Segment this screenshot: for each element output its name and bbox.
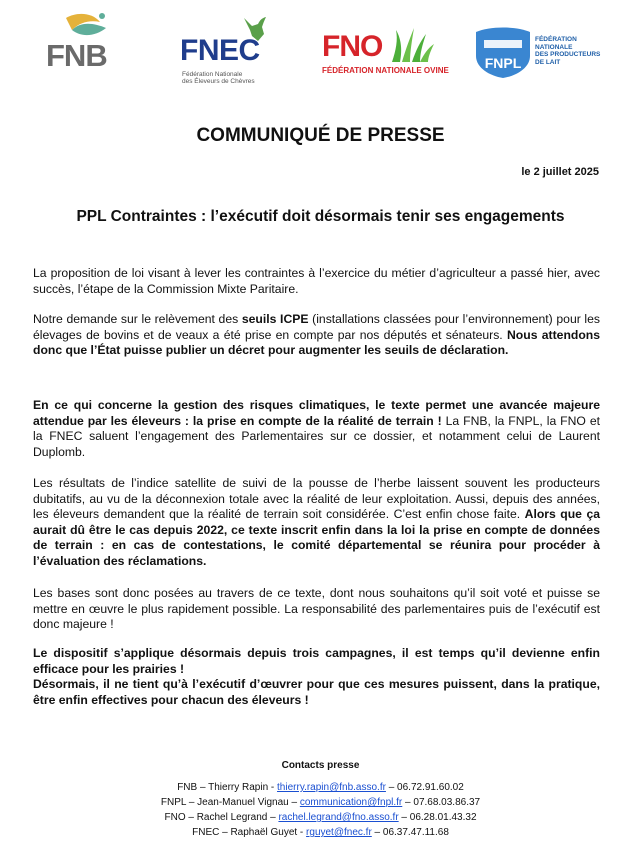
contact-line-fno: FNO – Rachel Legrand – rachel.legrand@fno.asso.fr – 06.28.01.43.32 [164,812,477,823]
fnb-logo-text: FNB [46,38,107,73]
paragraph-3: En ce qui concerne la gestion des risques climatiques, le texte permet une avancée majeure attendue par les éleveurs : la prise en compte de la réalité de terrain ! La FNB, la FNPL, la FNO et la FNEC saluent l’engagement des Parlementaires sur ce dossier, et notamment celui de Laurent Duplomb. [33,398,600,459]
fnb-bird-icon [62,10,110,40]
fnec-logo-text: FNEC [180,34,260,67]
paragraph-1: La proposition de loi visant à lever les contraintes à l’exercice du métier d’agriculteur a passé hier, avec succès, l’étape de la Commission Mixte Paritaire. [33,266,600,296]
email-link-fnb[interactable]: thierry.rapin@fnb.asso.fr [277,782,386,793]
contact-line-fnpl: FNPL – Jean-Manuel Vignau – communication@fnpl.fr – 07.68.03.86.37 [160,797,481,808]
contact-line-fnb: FNB – Thierry Rapin - thierry.rapin@fnb.asso.fr – 06.72.91.60.02 [177,782,464,793]
fnec-logo [180,16,270,85]
release-date: le 2 juillet 2025 [521,166,599,178]
fno-logo-subtitle: FÉDÉRATION NATIONALE OVINE [322,66,449,75]
email-link-fno[interactable]: rachel.legrand@fno.asso.fr [278,812,399,823]
fnpl-shield-icon [472,26,534,78]
contact-line-fnec: FNEC – Raphaël Guyet - rguyet@fnec.fr – 06.37.47.11.68 [192,827,449,838]
fno-logo [322,26,449,86]
document-title: COMMUNIQUÉ DE PRESSE [196,125,445,146]
email-link-fnec[interactable]: rguyet@fnec.fr [306,827,372,838]
paragraph-5: Les bases sont donc posées au travers de ce texte, dont nous souhaitons qu’il soit voté et puisse se mettre en œuvre le plus rapidement possible. La responsabilité des parlementaires puis de l’exécutif est donc majeure ! [33,586,600,631]
fnpl-logo-subtitle: FÉDÉRATION NATIONALE DES PRODUCTEURS DE LAIT [535,36,601,66]
paragraph-6: Le dispositif s’applique désormais depuis trois campagnes, il est temps qu’il devienne enfin efficace pour les prairies ! Désormais, il ne tient qu’à l’exécutif d’œuvrer pour que ces mesures puissent, dans la pratique, être enfin effectives pour chacun des éleveurs ! [33,646,600,707]
svg-text:FNPL: FNPL [484,55,522,71]
contacts-title: Contacts presse [281,760,360,771]
fno-logo-text: FNO [322,30,383,63]
logo-bar [0,0,641,100]
grass-icon [390,26,434,62]
fnpl-logo [472,26,612,82]
press-headline: PPL Contraintes : l’exécutif doit désormais tenir ses engagements [76,208,565,225]
paragraph-2: Notre demande sur le relèvement des seuils ICPE (installations classées pour l’environnement) pour les élevages de bovins et de veaux a été prise en compte par nos députés et sénateurs. Nous attendons donc que l’État puisse publier un décret pour augmenter les seuils de déclaration. [33,312,601,357]
fnec-logo-subtitle: Fédération Nationale des Éleveurs de Chèvres [182,71,255,85]
paragraph-4: Les résultats de l’indice satellite de suivi de la pousse de l’herbe laissent souvent les producteurs dubitatifs, au vu de la déconnexion totale avec la réalité de leur exploitation. Aussi, depuis des années, les éleveurs demandent que la réalité de terrain soit considérée. C’est enfin chose faite. Alors que ça aurait dû être le cas depuis 2022, ce texte inscrit enfin dans la loi la prise en compte de données de terrain : en cas de contestations, le comité départemental se réunira pour procéder à l’évaluation des réclamations. [33,476,601,568]
email-link-fnpl[interactable]: communication@fnpl.fr [299,797,403,808]
fnb-logo [44,10,126,78]
